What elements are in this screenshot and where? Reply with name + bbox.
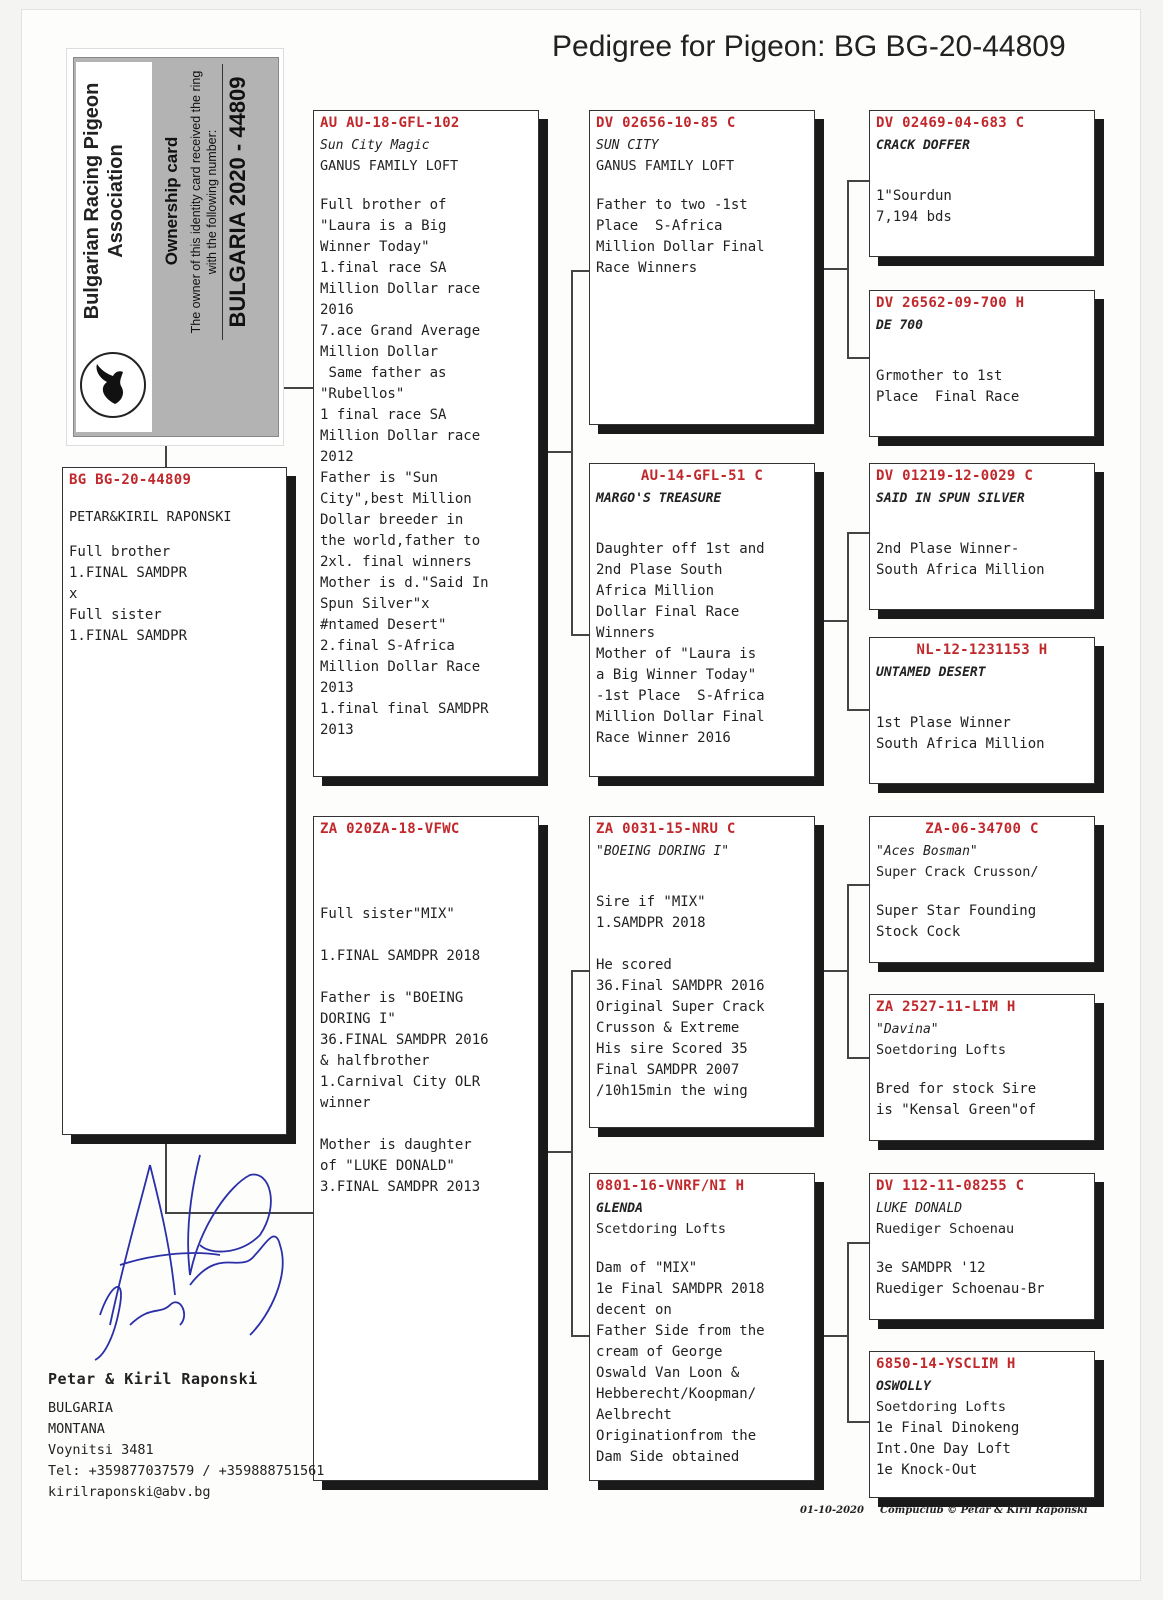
pigeon-name: CRACK DOFFER	[876, 138, 970, 153]
pigeon-card-dss[interactable]	[869, 816, 1095, 963]
owner: Super Crack Crusson/	[876, 864, 1039, 880]
pigeon-name: GLENDA	[596, 1201, 643, 1216]
pigeon-icon	[80, 352, 146, 418]
ring-number: DV 02656-10-85 C	[596, 115, 736, 131]
description: 1e Final Dinokeng Int.One Day Loft 1e Knock-Out	[876, 1420, 1020, 1478]
ownership-card-body	[73, 57, 279, 437]
ring-number: DV 01219-12-0029 C	[876, 468, 1034, 484]
pigeon-name: UNTAMED DESERT	[876, 665, 986, 680]
description: Full sister"MIX" 1.FINAL SAMDPR 2018 Father is "BOEING DORING I" 36.FINAL SAMDPR 2016 & halfbrother 1.Carnival City OLR winner Mother is daughter of "LUKE DONALD" 3.FINAL SAMDPR 2013	[320, 906, 489, 1195]
ownership-card	[66, 48, 284, 446]
pigeon-card-main[interactable]	[62, 467, 287, 1135]
ring-number: ZA 2527-11-LIM H	[876, 999, 1016, 1015]
print-date: 01-10-2020	[800, 1505, 864, 1516]
signature	[80, 1145, 310, 1375]
pigeon-card-dam-sire[interactable]	[589, 816, 815, 1128]
description: 1"Sourdun 7,194 bds	[876, 188, 952, 225]
description: 2nd Plase Winner- South Africa Million	[876, 541, 1045, 578]
pigeon-card-dsd[interactable]	[869, 994, 1095, 1141]
description: 3e SAMDPR '12 Ruediger Schoenau-Br	[876, 1260, 1045, 1297]
breeder-address: BULGARIA MONTANA Voynitsi 3481 Tel: +359877037579 / +359888751561 kirilraponski@abv.bg	[48, 1400, 325, 1500]
ring-number: BULGARIA 2020 - 44809	[222, 64, 251, 340]
pigeon-card-ssd[interactable]	[869, 290, 1095, 437]
ring-number: DV 02469-04-683 C	[876, 115, 1025, 131]
ring-number: BG BG-20-44809	[69, 472, 192, 488]
pigeon-name: OSWOLLY	[876, 1379, 931, 1394]
ring-number: DV 112-11-08255 C	[876, 1178, 1025, 1194]
owner: Soetdoring Lofts	[876, 1399, 1007, 1415]
ring-number: 0801-16-VNRF/NI H	[596, 1178, 745, 1194]
description: 1st Plase Winner South Africa Million	[876, 715, 1045, 752]
pigeon-card-dam[interactable]	[313, 816, 539, 1481]
pigeon-card-sds[interactable]	[869, 463, 1095, 610]
owner: Soetdoring Lofts	[876, 1042, 1007, 1058]
pigeon-name: DE 700	[876, 318, 923, 333]
page-title: Pedigree for Pigeon: BG BG-20-44809	[552, 30, 1066, 63]
pigeon-name: "Aces Bosman"	[876, 844, 978, 859]
pigeon-name: SAID IN SPUN SILVER	[876, 491, 1025, 506]
breeder-name: Petar & Kiril Raponski	[48, 1370, 258, 1388]
pigeon-card-dds[interactable]	[869, 1173, 1095, 1320]
card-note: The owner of this identity card received the ring with the following number:	[189, 70, 219, 334]
ring-number: ZA 0031-15-NRU C	[596, 821, 736, 837]
ring-number: AU AU-18-GFL-102	[320, 115, 460, 131]
pigeon-name: LUKE DONALD	[876, 1201, 963, 1216]
pigeon-card-sire[interactable]	[313, 110, 539, 777]
card-type: Ownership card	[162, 136, 181, 266]
description: Full brother 1.FINAL SAMDPR x Full sister 1.FINAL SAMDPR	[69, 544, 188, 644]
pigeon-name: SUN CITY	[596, 138, 659, 153]
pigeon-name: Sun City Magic	[320, 138, 430, 153]
pigeon-card-dam-dam[interactable]	[589, 1173, 815, 1481]
description: Dam of "MIX" 1e Final SAMDPR 2018 decent on Father Side from the cream of George Oswald Van Loon & Hebberecht/Koopman/ Aelbrecht Originationfrom the Dam Side obtained	[596, 1260, 765, 1465]
ring-number: DV 26562-09-700 H	[876, 295, 1025, 311]
description: Bred for stock Sire is "Kensal Green"of	[876, 1081, 1037, 1118]
owner: Scetdoring Lofts	[596, 1221, 727, 1237]
pigeon-card-sire-dam[interactable]	[589, 463, 815, 777]
description: Sire if "MIX" 1.SAMDPR 2018 He scored 36.Final SAMDPR 2016 Original Super Crack Crusson & Extreme His sire Scored 35 Final SAMDPR 2007 /10h15min the wing	[596, 894, 765, 1099]
ring-number: ZA 020ZA-18-VFWC	[320, 821, 460, 837]
description: Super Star Founding Stock Cock	[876, 903, 1037, 940]
ring-number: NL-12-1231153 H	[916, 642, 1048, 658]
ring-number: 6850-14-YSCLIM H	[876, 1356, 1016, 1372]
description: Grmother to 1st Place Final Race	[876, 368, 1020, 405]
owner: GANUS FAMILY LOFT	[320, 158, 459, 174]
pigeon-card-sire-sire[interactable]	[589, 110, 815, 425]
owner: PETAR&KIRIL RAPONSKI	[69, 509, 232, 525]
owner: GANUS FAMILY LOFT	[596, 158, 735, 174]
pigeon-card-sdd[interactable]	[869, 637, 1095, 784]
pigeon-name: "Davina"	[876, 1022, 939, 1037]
pigeon-name: MARGO'S TREASURE	[596, 491, 722, 506]
association-logo	[80, 342, 146, 426]
description: Father to two -1st Place S-Africa Million Dollar Final Race Winners	[596, 197, 765, 276]
description: Daughter off 1st and 2nd Plase South Africa Million Dollar Final Race Winners Mother of "Laura is a Big Winner Today" -1st Place S-Africa Million Dollar Final Race Winner 2016	[596, 541, 765, 746]
description: Full brother of "Laura is a Big Winner Today" 1.final race SA Million Dollar race 2016 7.ace Grand Average Million Dollar Same father as "Rubellos" 1 final race SA Million Dollar race 2012 Father is "Sun City",best Million Dollar breeder in the world,father to 2xl. final winners Mother is d."Said In Spun Silver"x #ntamed Desert" 2.final S-Africa Million Dollar Race 2013 1.final final SAMDPR 2013	[320, 197, 489, 738]
ring-number: ZA-06-34700 C	[925, 821, 1039, 837]
owner: Ruediger Schoenau	[876, 1221, 1015, 1237]
pigeon-name: "BOEING DORING I"	[596, 844, 730, 859]
pigeon-card-ddd[interactable]	[869, 1351, 1095, 1498]
software-credit: Compuclub © Petar & Kiril Raponski	[880, 1505, 1088, 1516]
pigeon-card-sss[interactable]	[869, 110, 1095, 257]
association-name: Bulgarian Racing Pigeon Association	[81, 82, 127, 320]
ring-number: AU-14-GFL-51 C	[640, 468, 764, 484]
